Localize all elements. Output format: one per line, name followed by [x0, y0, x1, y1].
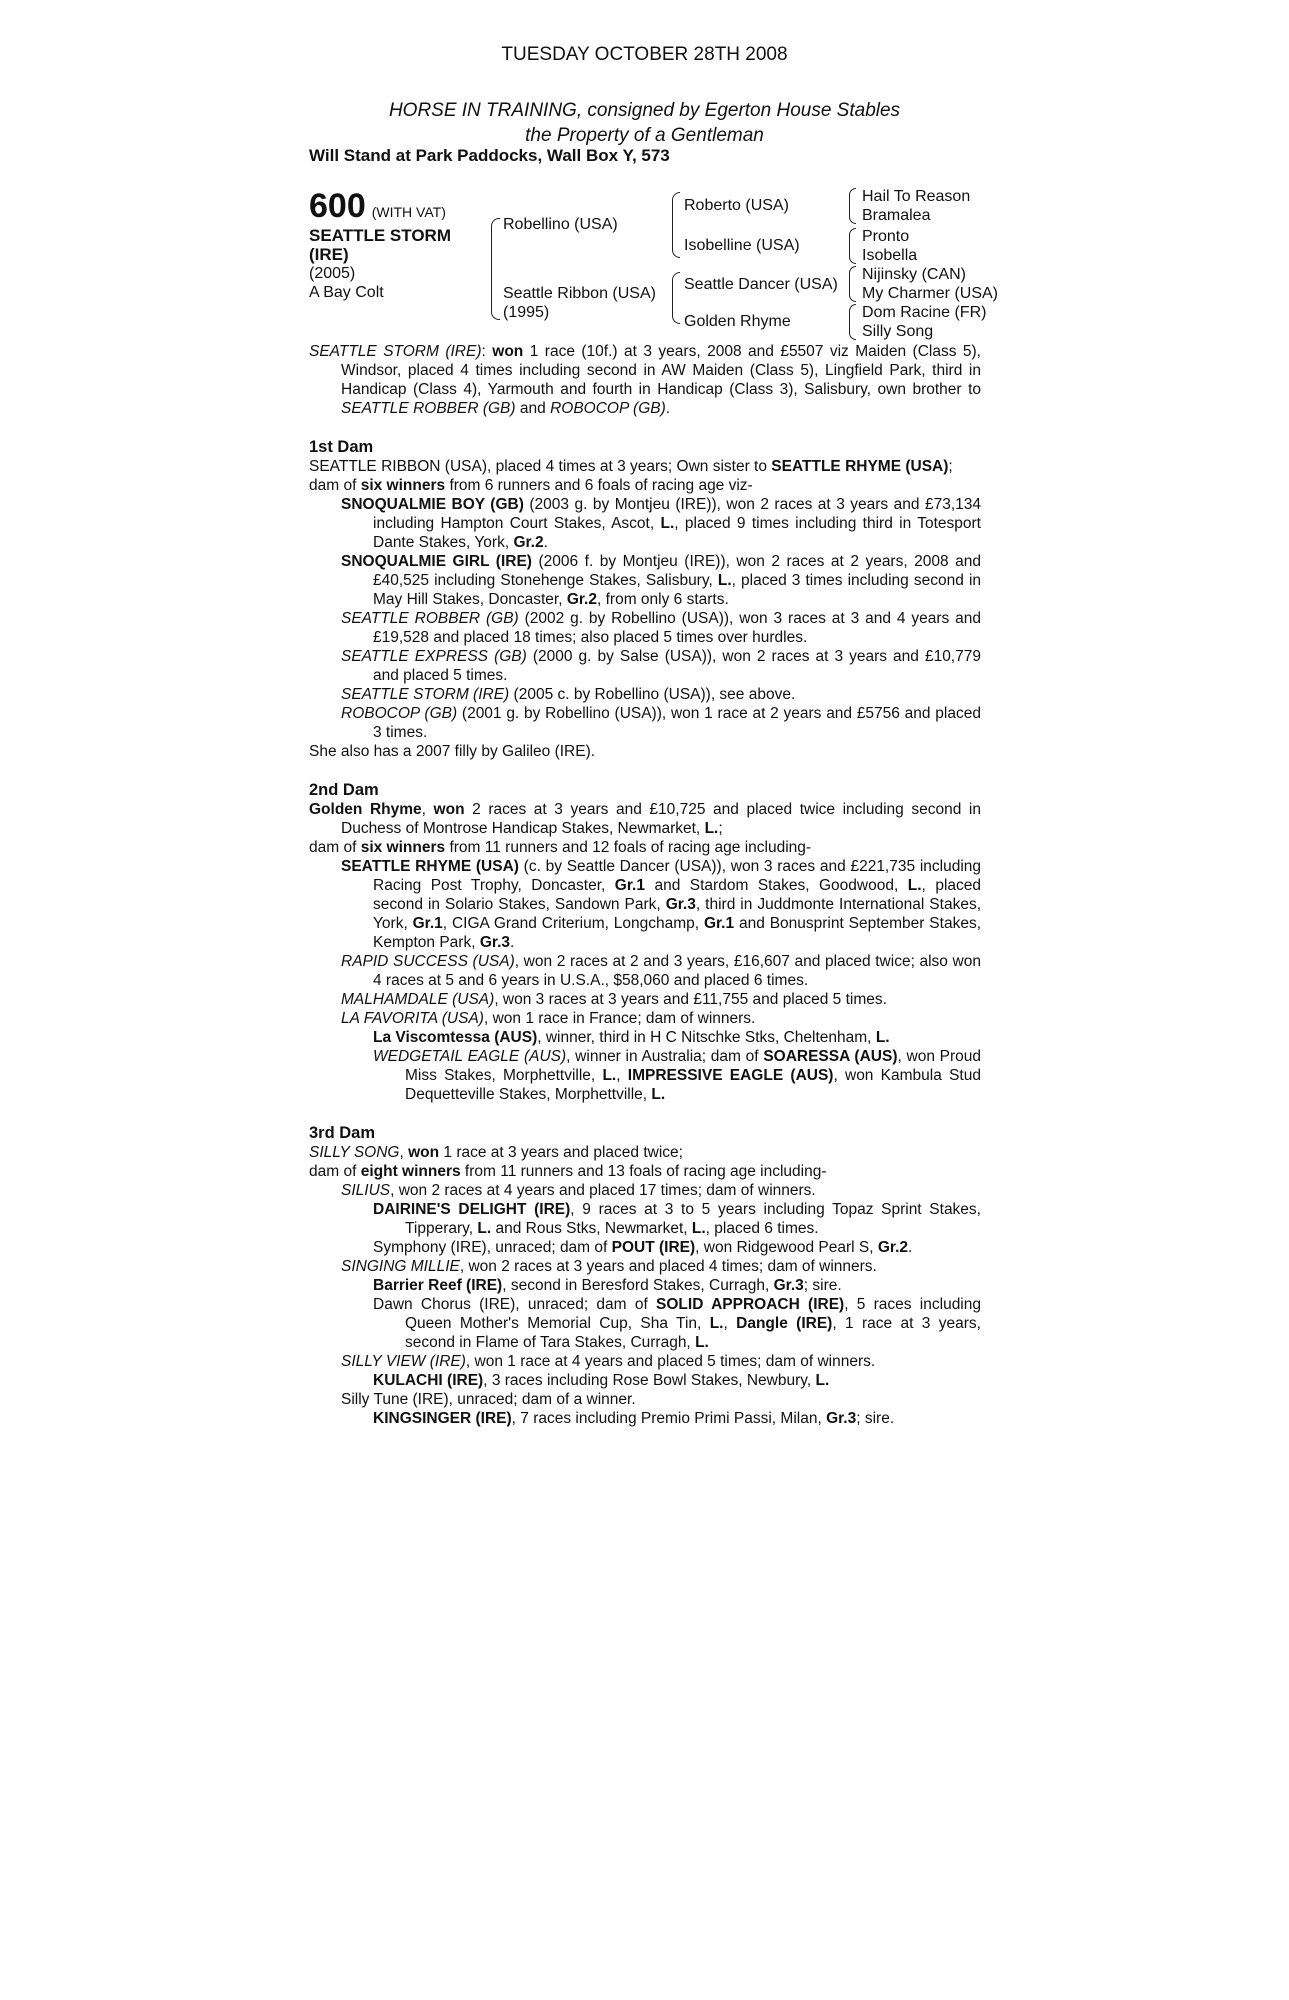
pedigree-bracket: [491, 218, 500, 320]
pedigree-bracket: [849, 266, 856, 302]
produce-entry: SINGING MILLIE, won 2 races at 3 years and placed 4 times; dam of winners.: [341, 1258, 877, 1275]
horse-name: SEATTLE STORM: [309, 226, 451, 245]
produce-entry: LA FAVORITA (USA), won 1 race in France; dam of winners.: [341, 1010, 756, 1027]
pedigree-sd: Isobelline (USA): [684, 237, 800, 254]
produce-entry: SEATTLE RHYME (USA) (c. by Seattle Dancer (USA)), won 3 races and £221,735 including Racing Post Trophy, Doncaster, Gr.1 and Stardom Stakes, Goodwood, L., placed second in Solario Stakes, Sandown Park, Gr.3, third in Juddmonte International Stakes, York, Gr.1, CIGA Grand Criterium, Longchamp, Gr.1 and Bonusprint September Stakes, Kempton Park, Gr.3.: [341, 858, 982, 951]
pedigree-ss: Roberto (USA): [684, 197, 789, 214]
produce-entry: RAPID SUCCESS (USA), won 2 races at 2 and 3 years, £16,607 and placed twice; also won 4 races at 5 and 6 years in U.S.A., $58,060 and placed 6 times.: [341, 953, 981, 989]
pedigree-ds: Seattle Dancer (USA): [684, 276, 838, 293]
produce-entry: SNOQUALMIE BOY (GB) (2003 g. by Montjeu (IRE)), won 2 races at 3 years and £73,134 including Hampton Court Stakes, Ascot, L., placed 9 times including third in Totesport Dante Stakes, York, Gr.2.: [341, 496, 982, 551]
grand-produce-entry: Barrier Reef (IRE), second in Beresford Stakes, Curragh, Gr.3; sire.: [373, 1277, 842, 1294]
horse-country: (IRE): [309, 245, 349, 264]
pedigree-ddd: Silly Song: [862, 323, 934, 340]
produce-entry: MALHAMDALE (USA), won 3 races at 3 years and £11,755 and placed 5 times.: [341, 991, 887, 1008]
pedigree-bracket: [672, 272, 680, 324]
third-dam-produce: dam of eight winners from 11 runners and 13 foals of racing age including-: [309, 1163, 827, 1180]
foaling-year: (2005): [309, 265, 356, 282]
first-dam-note: She also has a 2007 filly by Galileo (IRE).: [309, 743, 596, 760]
third-dam-line: SILLY SONG, won 1 race at 3 years and placed twice;: [309, 1144, 683, 1161]
grand-produce-entry: La Viscomtessa (AUS), winner, third in H C Nitschke Stks, Cheltenham, L.: [373, 1029, 890, 1046]
lot-number: 600: [309, 187, 366, 225]
pedigree-dsd: My Charmer (USA): [862, 285, 999, 302]
horse-description: A Bay Colt: [309, 284, 384, 301]
pedigree-dds: Dom Racine (FR): [862, 304, 987, 321]
pedigree-ssd: Bramalea: [862, 207, 931, 224]
grand-produce-entry: Symphony (IRE), unraced; dam of POUT (IRE), won Ridgewood Pearl S, Gr.2.: [373, 1239, 913, 1256]
produce-entry: ROBOCOP (GB) (2001 g. by Robellino (USA)), won 1 race at 2 years and £5756 and placed 3 times.: [341, 705, 981, 741]
pedigree-sdd: Isobella: [862, 247, 918, 264]
second-dam-produce: dam of six winners from 11 runners and 12 foals of racing age including-: [309, 839, 812, 856]
grand-produce-entry: Dawn Chorus (IRE), unraced; dam of SOLID APPROACH (IRE), 5 races including Queen Mother's Memorial Cup, Sha Tin, L., Dangle (IRE), 1 race at 3 years, second in Flame of Tara Stakes, Curragh, L.: [373, 1296, 981, 1351]
produce-entry: SEATTLE ROBBER (GB) (2002 g. by Robellino (USA)), won 3 races at 3 and 4 years and £19,528 and placed 18 times; also placed 5 times over hurdles.: [341, 610, 981, 646]
first-dam-produce: dam of six winners from 6 runners and 6 foals of racing age viz-: [309, 477, 753, 494]
pedigree-dam: Seattle Ribbon (USA): [503, 285, 656, 302]
second-dam-heading: 2nd Dam: [309, 781, 379, 799]
produce-entry: SILIUS, won 2 races at 4 years and placed 17 times; dam of winners.: [341, 1182, 816, 1199]
produce-entry: Silly Tune (IRE), unraced; dam of a winner.: [341, 1391, 636, 1408]
first-dam-heading: 1st Dam: [309, 438, 374, 456]
grand-produce-entry: WEDGETAIL EAGLE (AUS), winner in Australia; dam of SOARESSA (AUS), won Proud Miss Stakes, Morphettville, L., IMPRESSIVE EAGLE (AUS), won Kambula Stud Dequetteville Stakes, Morphettville, L.: [373, 1048, 982, 1103]
third-dam-heading: 3rd Dam: [309, 1124, 376, 1142]
grand-produce-entry: DAIRINE'S DELIGHT (IRE), 9 races at 3 to 5 years including Topaz Sprint Stakes, Tipperary, L. and Rous Stks, Newmarket, L., placed 6 times.: [373, 1201, 981, 1237]
produce-entry: SEATTLE EXPRESS (GB) (2000 g. by Salse (USA)), won 2 races at 3 years and £10,779 and placed 5 times.: [341, 648, 981, 684]
pedigree-dd: Golden Rhyme: [684, 313, 791, 330]
property-line: the Property of a Gentleman: [525, 125, 764, 146]
pedigree-bracket: [849, 304, 856, 340]
pedigree-dss: Nijinsky (CAN): [862, 266, 966, 283]
pedigree-sire: Robellino (USA): [503, 216, 618, 233]
produce-entry: SNOQUALMIE GIRL (IRE) (2006 f. by Montjeu (IRE)), won 2 races at 2 years, 2008 and £40,525 including Stonehenge Stakes, Salisbury, L., placed 3 times including second in May Hill Stakes, Doncaster, Gr.2, from only 6 starts.: [341, 553, 982, 608]
stand-location: Will Stand at Park Paddocks, Wall Box Y, 573: [309, 146, 670, 165]
pedigree-bracket: [672, 192, 680, 258]
vat-note: (WITH VAT): [371, 204, 446, 220]
sale-date: TUESDAY OCTOBER 28TH 2008: [501, 44, 788, 65]
pedigree-bracket: [849, 228, 856, 264]
summary-paragraph: SEATTLE STORM (IRE): won 1 race (10f.) at 3 years, 2008 and £5507 viz Maiden (Class 5), Windsor, placed 4 times including second in AW Maiden (Class 5), Lingfield Park, third in Handicap (Class 4), Yarmouth and fourth in Handicap (Class 3), Salisbury, own brother to SEATTLE ROBBER (GB) and ROBOCOP (GB).: [309, 343, 981, 417]
lot-info: [309, 188, 509, 302]
consignment: [0, 98, 1289, 148]
pedigree-sss: Hail To Reason: [862, 188, 971, 205]
second-dam-line: Golden Rhyme, won 2 races at 3 years and £10,725 and placed twice including second in Duchess of Montrose Handicap Stakes, Newmarket, L.;: [309, 801, 981, 837]
produce-entry: SEATTLE STORM (IRE) (2005 c. by Robellino (USA)), see above.: [341, 686, 796, 703]
grand-produce-entry: KINGSINGER (IRE), 7 races including Premio Primi Passi, Milan, Gr.3; sire.: [373, 1410, 895, 1427]
pedigree-bracket: [849, 188, 856, 224]
consignor-line: HORSE IN TRAINING, consigned by Egerton House Stables: [388, 100, 901, 121]
grand-produce-entry: KULACHI (IRE), 3 races including Rose Bowl Stakes, Newbury, L.: [373, 1372, 830, 1389]
pedigree-dam-year: (1995): [503, 304, 550, 321]
catalogue-body: [309, 342, 981, 1428]
first-dam-line: SEATTLE RIBBON (USA), placed 4 times at 3 years; Own sister to SEATTLE RHYME (USA);: [309, 458, 953, 475]
produce-entry: SILLY VIEW (IRE), won 1 race at 4 years and placed 5 times; dam of winners.: [341, 1353, 876, 1370]
pedigree-sds: Pronto: [862, 228, 910, 245]
